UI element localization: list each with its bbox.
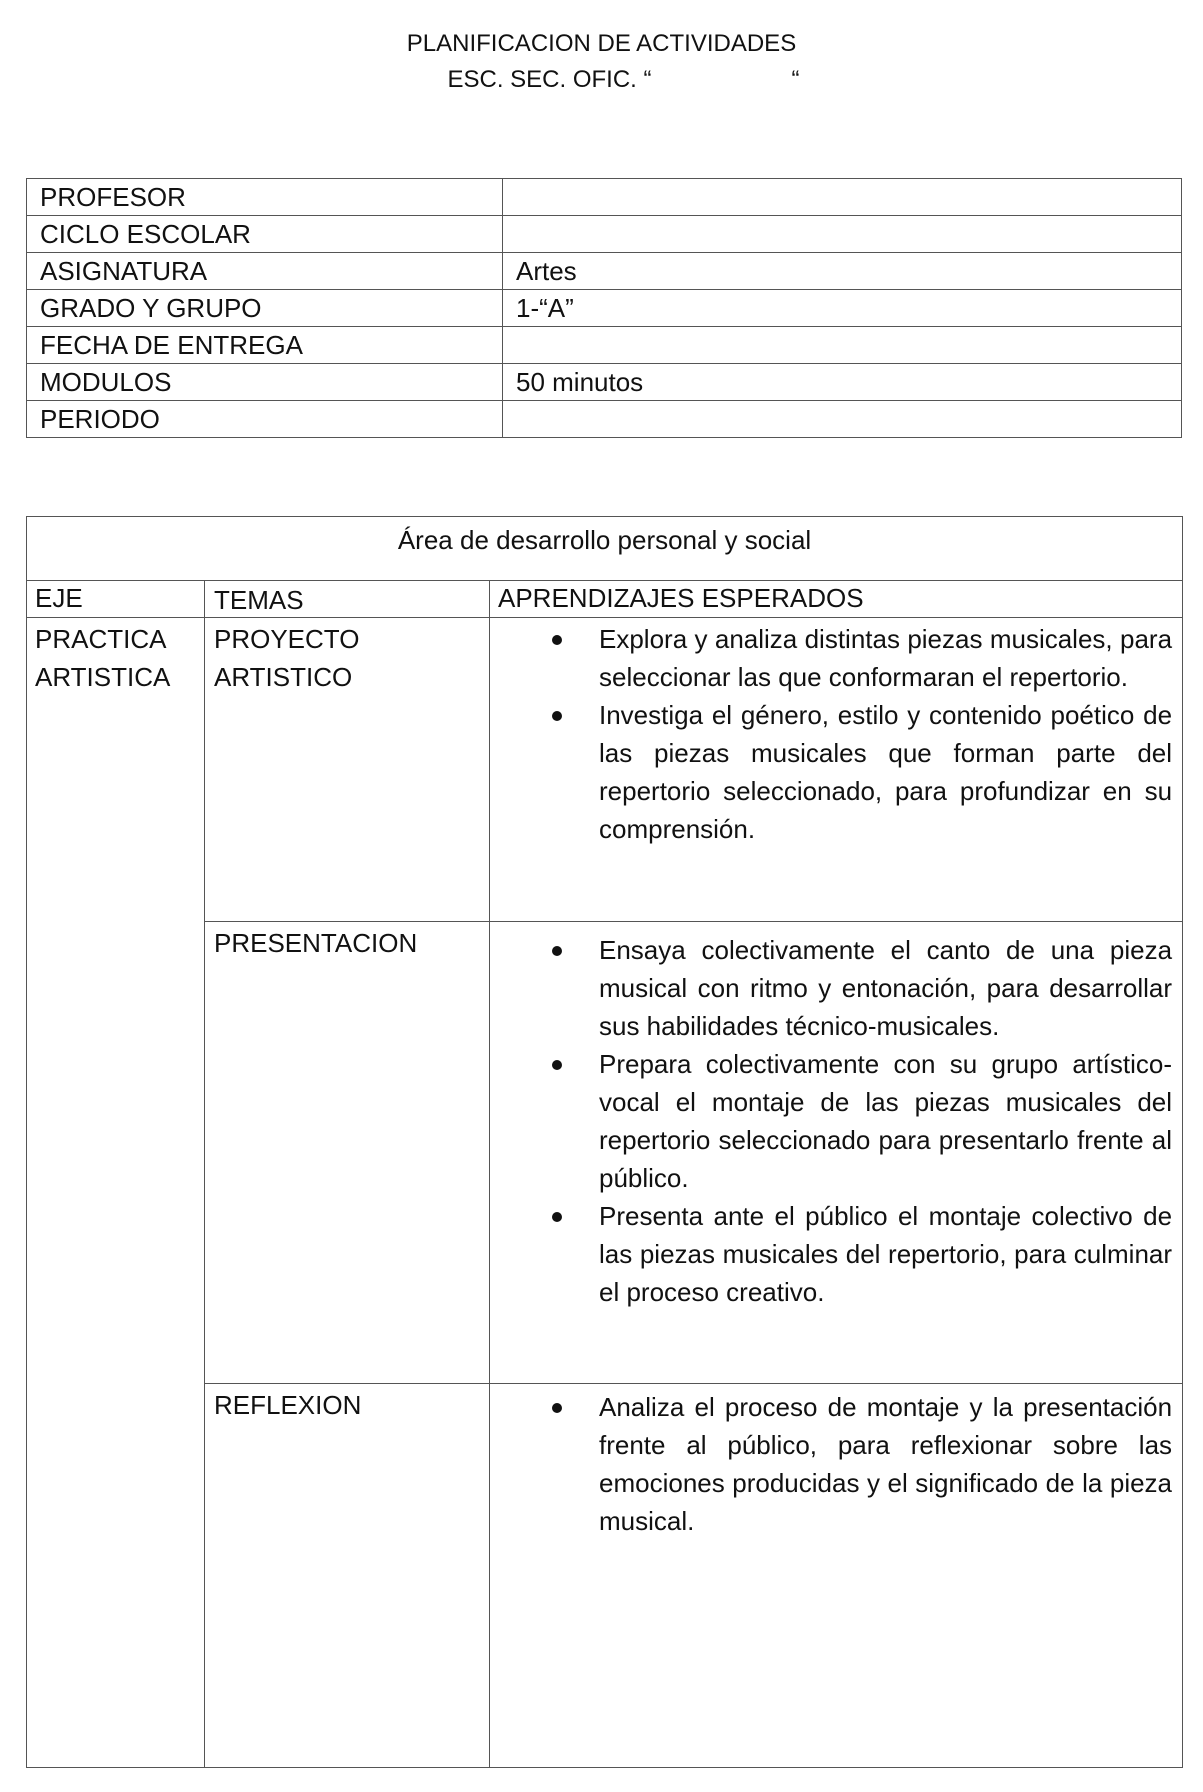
aprendizajes-list [498, 931, 1174, 1311]
header-row [27, 581, 1183, 618]
info-row-profesor [27, 179, 1182, 216]
info-label: GRADO Y GRUPO [27, 290, 503, 327]
area-title: Área de desarrollo personal y social [27, 517, 1183, 581]
info-row-periodo [27, 401, 1182, 438]
info-row-ciclo [27, 216, 1182, 253]
area-row [27, 517, 1183, 581]
aprendizajes-cell [490, 1384, 1183, 1768]
school-prefix: ESC. SEC. OFIC. “ [447, 66, 652, 93]
info-value: 1-“A” [503, 290, 1182, 327]
tema-text-line: REFLEXION [214, 1390, 362, 1420]
tema-text-line: PRESENTACION [214, 928, 418, 958]
info-table [26, 178, 1182, 438]
eje-cell [27, 618, 205, 1768]
list-item [498, 1045, 1174, 1197]
info-label: FECHA DE ENTREGA [27, 327, 503, 364]
planning-table [26, 516, 1183, 1768]
tema-cell [205, 618, 490, 922]
info-label: PERIODO [27, 401, 503, 438]
list-item-text: Ensaya colectivamente el canto de una pieza musical con ritmo y entonación, para desarrollar sus habilidades técnico-musicales. [599, 935, 1173, 1041]
list-item [498, 931, 1174, 1045]
aprendizajes-cell [490, 922, 1183, 1384]
list-item-text: Investiga el género, estilo y contenido poético de las piezas musicales que forman parte del repertorio seleccionado, para profundizar en su comprensión. [599, 700, 1173, 844]
list-item-text: Analiza el proceso de montaje y la presentación frente al público, para reflexionar sobre las emociones producidas y el significado de la pieza musical. [599, 1392, 1173, 1536]
school-line [22, 62, 1203, 98]
column-header-temas: TEMAS [205, 581, 490, 618]
eje-text-line: PRACTICA [35, 624, 167, 654]
info-value: Artes [503, 253, 1182, 290]
eje-text-line: ARTISTICA [35, 662, 171, 692]
list-item-text: Prepara colectivamente con su grupo artístico-vocal el montaje de las piezas musicales del repertorio seleccionado para presentarlo frente al público. [599, 1049, 1173, 1193]
bullet-icon [552, 946, 562, 956]
bullet-icon [552, 1212, 562, 1222]
tema-text-line: PROYECTO [214, 624, 360, 654]
info-label: CICLO ESCOLAR [27, 216, 503, 253]
info-value: 50 minutos [503, 364, 1182, 401]
info-value [503, 327, 1182, 364]
list-item-text: Presenta ante el público el montaje colectivo de las piezas musicales del repertorio, para culminar el proceso creativo. [599, 1201, 1173, 1307]
info-row-asignatura [27, 253, 1182, 290]
tema-cell [205, 1384, 490, 1768]
list-item [498, 620, 1174, 696]
aprendizajes-cell [490, 618, 1183, 922]
column-header-eje: EJE [27, 581, 205, 618]
page-header [0, 26, 1203, 98]
info-label: MODULOS [27, 364, 503, 401]
info-label: ASIGNATURA [27, 253, 503, 290]
aprendizajes-list [498, 620, 1174, 848]
list-item [498, 1388, 1174, 1540]
info-label: PROFESOR [27, 179, 503, 216]
aprendizajes-list [498, 1388, 1174, 1540]
bullet-icon [552, 635, 562, 645]
info-value [503, 216, 1182, 253]
tema-text-line: ARTISTICO [214, 662, 353, 692]
info-row-grado [27, 290, 1182, 327]
info-value [503, 179, 1182, 216]
info-row-modulos [27, 364, 1182, 401]
list-item [498, 696, 1174, 848]
tema-cell [205, 922, 490, 1384]
page-title: PLANIFICACION DE ACTIVIDADES [406, 30, 797, 57]
bullet-icon [552, 1403, 562, 1413]
info-value [503, 401, 1182, 438]
bullet-icon [552, 711, 562, 721]
school-suffix: “ [791, 66, 800, 93]
info-row-fecha [27, 327, 1182, 364]
bullet-icon [552, 1060, 562, 1070]
list-item-text: Explora y analiza distintas piezas musicales, para seleccionar las que conformaran el repertorio. [599, 624, 1173, 692]
column-header-aprendizajes: APRENDIZAJES ESPERADOS [490, 581, 1183, 618]
list-item [498, 1197, 1174, 1311]
table-row [27, 618, 1183, 922]
